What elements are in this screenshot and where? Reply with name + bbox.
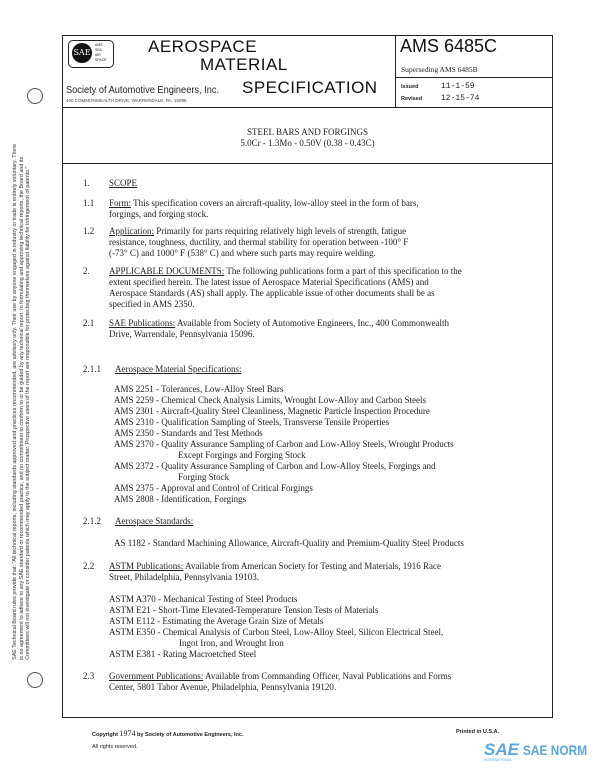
section-2-1-2: 2.1.2 Aerospace Standards: bbox=[83, 516, 194, 526]
list-item: ASTM E21 - Short-Time Elevated-Temperature Tension Tests of Materials bbox=[109, 605, 379, 615]
list-item: Ingot Iron, and Wrought Iron bbox=[179, 638, 284, 648]
list-item: AMS 2370 - Quality Assurance Sampling of Carbon and Low-Alloy Steels, Wrought Products bbox=[114, 439, 454, 449]
section-1: 1. SCOPE bbox=[83, 178, 138, 188]
copyright: Copyright 1974 by Society of Automotive Engineers, Inc. bbox=[92, 729, 244, 738]
divider bbox=[395, 35, 396, 107]
ams-reference-list bbox=[114, 384, 454, 505]
header-title-line1: AEROSPACE bbox=[148, 37, 258, 56]
section-2-2: 2.2 ASTM Publications: Available from American Society for Testing and Materials, 1916 Race Street, Philadelphia, Pennsylvania 19103. bbox=[83, 561, 441, 582]
document-title: STEEL BARS AND FORGINGS bbox=[247, 127, 368, 137]
revised-label: Revised bbox=[401, 96, 423, 102]
list-item: AS 1182 - Standard Machining Allowance, Aircraft-Quality and Premium-Quality Steel Products bbox=[114, 538, 464, 548]
watermark-logo: SAE bbox=[484, 740, 519, 759]
section-2: 2. APPLICABLE DOCUMENTS: The following publications form a part of this specification to the extent specified herein. The latest issue of Aerospace Material Specifications (AMS) and Aerospace Standards (AS) shall apply. The applicable issue of other documents shall be as specified in AMS 2350. bbox=[83, 266, 462, 309]
astm-reference-list bbox=[109, 594, 443, 660]
list-item: AMS 2259 - Chemical Check Analysis Limits, Wrought Low-Alloy and Carbon Steels bbox=[114, 395, 426, 405]
society-name: Society of Automotive Engineers, Inc. bbox=[66, 84, 220, 96]
header-title-line3: SPECIFICATION bbox=[242, 78, 378, 97]
divider bbox=[395, 77, 553, 78]
list-item: ASTM A370 - Mechanical Testing of Steel Products bbox=[109, 594, 298, 604]
section-1-1: 1.1 Form: This specification covers an aircraft-quality, low-alloy steel in the form of bars, forgings, and forging stock. bbox=[83, 198, 419, 219]
punch-hole bbox=[27, 88, 43, 104]
issued-label: Issued bbox=[401, 84, 419, 90]
header-title-line2: MATERIAL bbox=[200, 55, 288, 74]
list-item: Forging Stock bbox=[178, 472, 230, 482]
list-item: AMS 2350 - Standards and Test Methods bbox=[114, 428, 263, 438]
list-item: ASTM E381 - Rating Macroetched Steel bbox=[109, 649, 257, 659]
printed-in: Printed in U.S.A. bbox=[456, 729, 500, 735]
sae-logo-mark: SAE bbox=[72, 43, 92, 63]
revised-date: 12-15-74 bbox=[441, 94, 480, 103]
list-item: AMS 2301 - Aircraft-Quality Steel Cleanliness, Magnetic Particle Inspection Procedure bbox=[114, 406, 430, 416]
list-item: ASTM E112 - Estimating the Average Grain Size of Metals bbox=[109, 616, 324, 626]
spec-number: AMS 6485C bbox=[400, 36, 498, 56]
divider bbox=[62, 163, 553, 164]
list-item: AMS 2310 - Qualification Sampling of Steels, Transverse Tensile Properties bbox=[114, 417, 390, 427]
list-item: Except Forgings and Forging Stock bbox=[178, 450, 306, 460]
issued-date: 11-1-59 bbox=[441, 82, 475, 91]
punch-hole bbox=[27, 672, 43, 688]
section-2-1: 2.1 SAE Publications: Available from Society of Automotive Engineers, Inc., 400 Commonwealth Drive, Warrendale, Pennsylvania 15096. bbox=[83, 318, 450, 339]
list-item: AMS 2808 - Identification, Forgings bbox=[114, 494, 247, 504]
section-2-1-1: 2.1.1 Aerospace Material Specifications: bbox=[83, 364, 242, 374]
list-item: AMS 2375 - Approval and Control of Critical Forgings bbox=[114, 483, 313, 493]
list-item: AMS 2372 - Quality Assurance Sampling of Carbon and Low-Alloy Steels, Forgings and bbox=[114, 461, 436, 471]
list-item: AMS 2251 - Tolerances, Low-Alloy Steel Bars bbox=[114, 384, 284, 394]
sae-norm-watermark: SAE SAE NORM INTERNATIONAL bbox=[484, 740, 588, 762]
disclaimer-side-note: SAE Technical Board rules provide that: "All technical reports, including standards approved and practices recommended, are advisory only. Their use by anyone engaged in industry or trade is entirely voluntary. There is no agreement to adhere to any SAE standard or recommended practice, and no commitment to conform to or be guided by any technical report. In formulating and approving technical reports, the Board and its Committees will not investigate or consider patents which may apply to the subject matter. Prospective users of the report are responsible for protecting themselves against liability for infringement of patents." bbox=[12, 143, 32, 660]
divider bbox=[62, 107, 553, 108]
society-address: 400 COMMONWEALTH DRIVE, WARRENDALE, PA. 15096 bbox=[66, 98, 187, 103]
rights-reserved: All rights reserved. bbox=[92, 744, 138, 750]
superseding-note: Superseding AMS 6485B bbox=[401, 65, 478, 74]
sae-logo: SAE AMS SEA AIR SPACE bbox=[68, 40, 114, 68]
list-item: ASTM E350 - Chemical Analysis of Carbon Steel, Low-Alloy Steel, Silicon Electrical Steel, bbox=[109, 627, 444, 637]
document-subtitle: 5.0Cr - 1.3Mo - 0.50V (0.38 - 0.43C) bbox=[240, 138, 375, 148]
section-2-3: 2.3 Government Publications: Available from Commanding Officer, Naval Publications and Forms Center, 5801 Tabor Avenue, Philadelphia, Pennsylvania 19120. bbox=[83, 671, 452, 692]
section-1-2: 1.2 Application: Primarily for parts requiring relatively high levels of strength, fatigue resistance, toughness, ductility, and thermal stability for operation between -100° F (-73° C) and 1000° F (538° C) and where such parts may require welding. bbox=[83, 226, 409, 258]
